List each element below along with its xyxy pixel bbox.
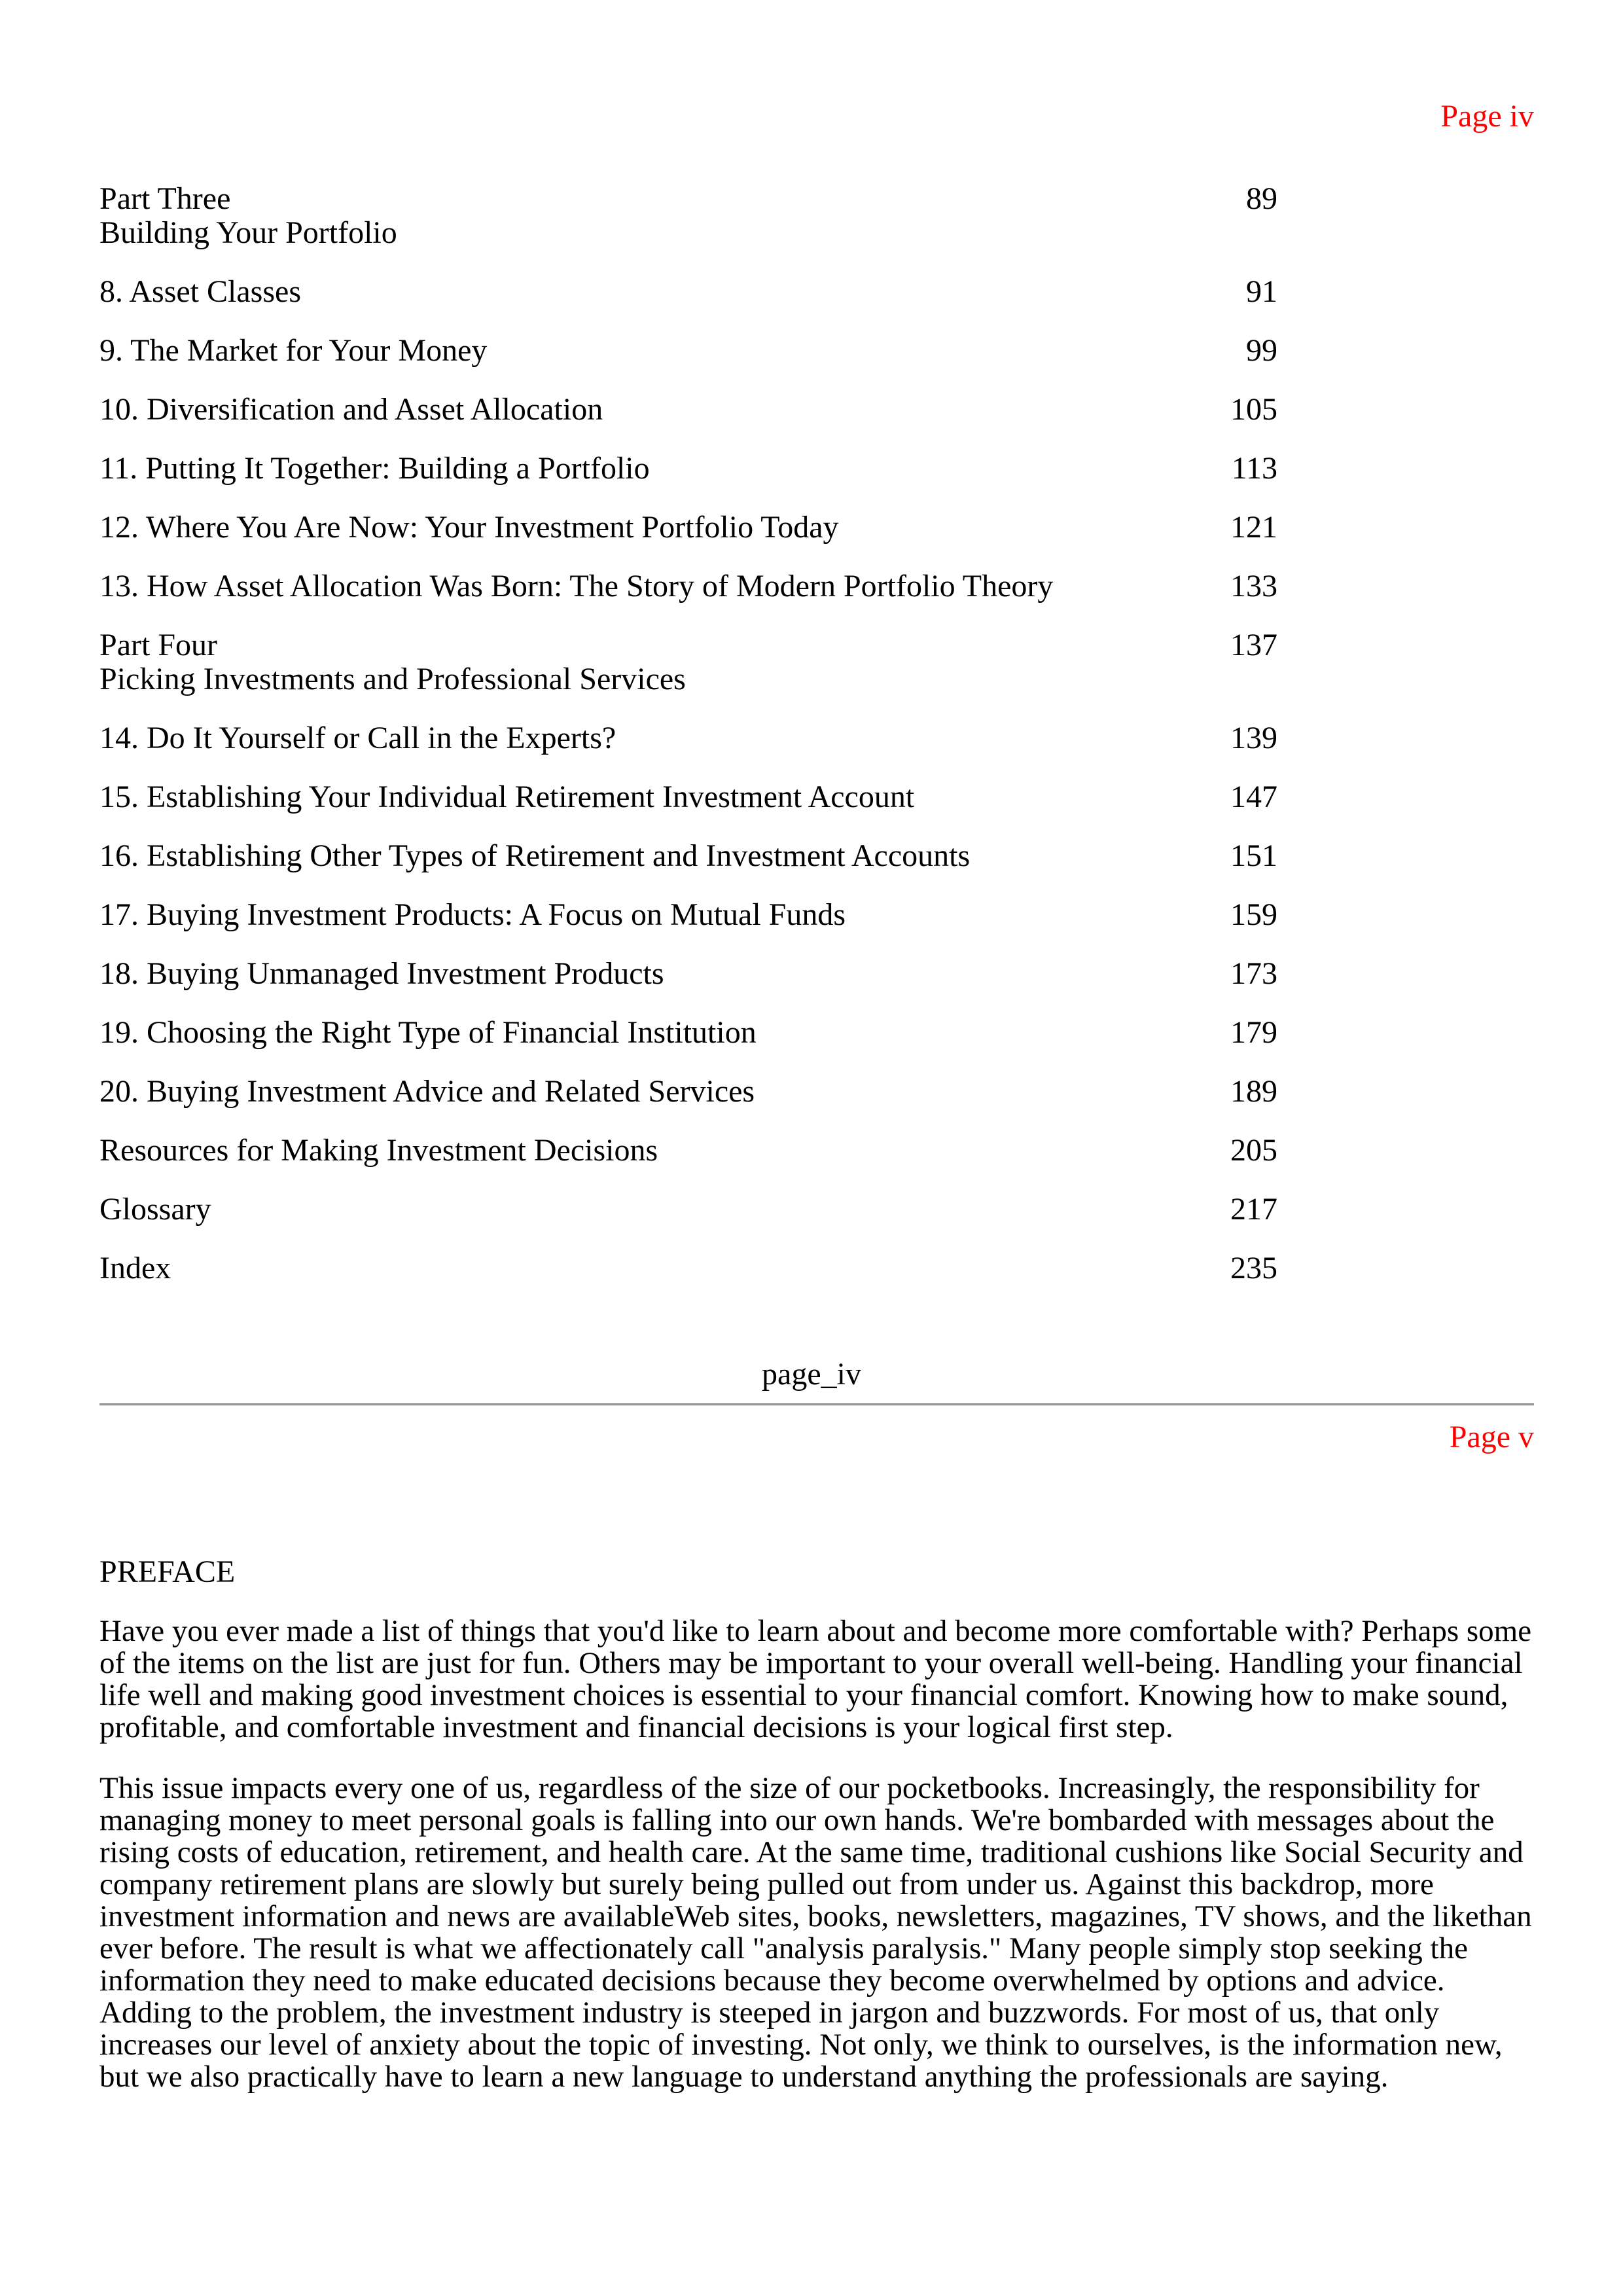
preface-body: [99, 1615, 1534, 2122]
toc-entry[interactable]: [99, 334, 1277, 368]
toc-entry-title: 18. Buying Unmanaged Investment Products: [99, 956, 664, 991]
toc-entry-page: 151: [1230, 838, 1277, 873]
toc-entry-page: 121: [1230, 510, 1277, 545]
toc-entry[interactable]: [99, 1134, 1277, 1168]
toc-entry-title: 13. How Asset Allocation Was Born: The Story of Modern Portfolio Theory: [99, 569, 1054, 603]
toc-entry[interactable]: [99, 569, 1277, 603]
toc-entry[interactable]: [99, 1193, 1277, 1227]
toc-entry-page: 105: [1230, 392, 1277, 427]
toc-entry-page: 217: [1230, 1192, 1277, 1227]
toc-entry-page: 147: [1230, 780, 1277, 814]
toc-entry-title: 8. Asset Classes: [99, 274, 302, 309]
toc-entry[interactable]: [99, 839, 1277, 873]
toc-entry-title: Part Three: [99, 181, 231, 216]
toc-entry-page: 91: [1246, 274, 1277, 309]
toc-entry-title: Index: [99, 1251, 171, 1285]
toc-entry-page: 179: [1230, 1015, 1277, 1050]
toc-entry-part-three[interactable]: [99, 182, 1277, 250]
toc-entry[interactable]: [99, 957, 1277, 991]
toc-entry[interactable]: [99, 275, 1277, 309]
toc-entry-page: 113: [1231, 451, 1277, 486]
toc-entry-page: 235: [1230, 1251, 1277, 1285]
toc-entry[interactable]: [99, 1251, 1277, 1285]
toc-entry[interactable]: [99, 393, 1277, 427]
page-marker-v: Page v: [1449, 1420, 1534, 1454]
toc-entry[interactable]: [99, 452, 1277, 486]
toc-entry-page: 173: [1230, 956, 1277, 991]
toc-entry-title: 17. Buying Investment Products: A Focus on Mutual Funds: [99, 897, 846, 932]
page-marker-iv: Page iv: [1440, 99, 1534, 134]
toc-entry-title: 9. The Market for Your Money: [99, 333, 488, 368]
toc-entry-page: 133: [1230, 569, 1277, 603]
toc-entry[interactable]: [99, 898, 1277, 932]
toc-entry-title: 15. Establishing Your Individual Retirement Investment Account: [99, 780, 915, 814]
toc-entry-title: Glossary: [99, 1192, 211, 1227]
toc-entry-part-four[interactable]: [99, 628, 1277, 696]
toc-entry[interactable]: [99, 511, 1277, 545]
toc-entry-page: 205: [1230, 1133, 1277, 1168]
toc-entry[interactable]: [99, 780, 1277, 814]
toc-entry[interactable]: [99, 721, 1277, 755]
toc-entry-subtitle: Picking Investments and Professional Services: [99, 662, 686, 696]
toc-entry-page: 89: [1246, 181, 1277, 216]
toc-entry-page: 189: [1230, 1074, 1277, 1109]
page-divider: [99, 1403, 1534, 1406]
page-footer-label: page_iv: [762, 1357, 861, 1391]
toc-entry-page: 137: [1230, 628, 1277, 662]
toc-entry-title: 19. Choosing the Right Type of Financial Institution: [99, 1015, 757, 1050]
preface-heading: PREFACE: [99, 1554, 236, 1589]
preface-paragraph: Have you ever made a list of things that you'd like to learn about and become more comfortable with? Perhaps some of the items on the list are just for fun. Others may be important to your overall well-being. Handling your financial life well and making good investment choices is essential to your financial comfort. Knowing how to make sound, profitable, and comfortable investment and financial decisions is your logical first step.: [99, 1614, 1532, 1744]
toc-entry-title: 11. Putting It Together: Building a Portfolio: [99, 451, 650, 486]
toc-entry[interactable]: [99, 1016, 1277, 1050]
toc-entry-page: 139: [1230, 721, 1277, 755]
toc-entry-title: 10. Diversification and Asset Allocation: [99, 392, 603, 427]
toc-entry-title: 12. Where You Are Now: Your Investment Portfolio Today: [99, 510, 839, 545]
toc-entry-title: 20. Buying Investment Advice and Related Services: [99, 1074, 755, 1109]
toc-entry-title: Part Four: [99, 628, 217, 662]
toc-entry-subtitle: Building Your Portfolio: [99, 215, 397, 250]
table-of-contents: [99, 182, 1277, 1310]
toc-entry-title: 16. Establishing Other Types of Retirement and Investment Accounts: [99, 838, 971, 873]
toc-entry[interactable]: [99, 1075, 1277, 1109]
toc-entry-title: Resources for Making Investment Decisions: [99, 1133, 658, 1168]
preface-paragraph: This issue impacts every one of us, regardless of the size of our pocketbooks. Increasingly, the responsibility for managing money to meet personal goals is falling into our own hands. We're bombarded with messages about the rising costs of education, retirement, and health care. At the same time, traditional cushions like Social Security and company retirement plans are slowly but surely being pulled out from under us. Against this backdrop, more investment information and news are availableWeb sites, books, newsletters, magazines, TV shows, and the likethan ever before. The result is what we affectionately call "analysis paralysis." Many people simply stop seeking the information they need to make educated decisions because they become overwhelmed by options and advice. Adding to the problem, the investment industry is steeped in jargon and buzzwords. For most of us, that only increases our level of anxiety about the topic of investing. Not only, we think to ourselves, is the information new, but we also practically have to learn a new language to understand anything the professionals are saying.: [99, 1771, 1532, 2094]
toc-entry-page: 159: [1230, 897, 1277, 932]
toc-entry-title: 14. Do It Yourself or Call in the Experts?: [99, 721, 616, 755]
toc-entry-page: 99: [1246, 333, 1277, 368]
